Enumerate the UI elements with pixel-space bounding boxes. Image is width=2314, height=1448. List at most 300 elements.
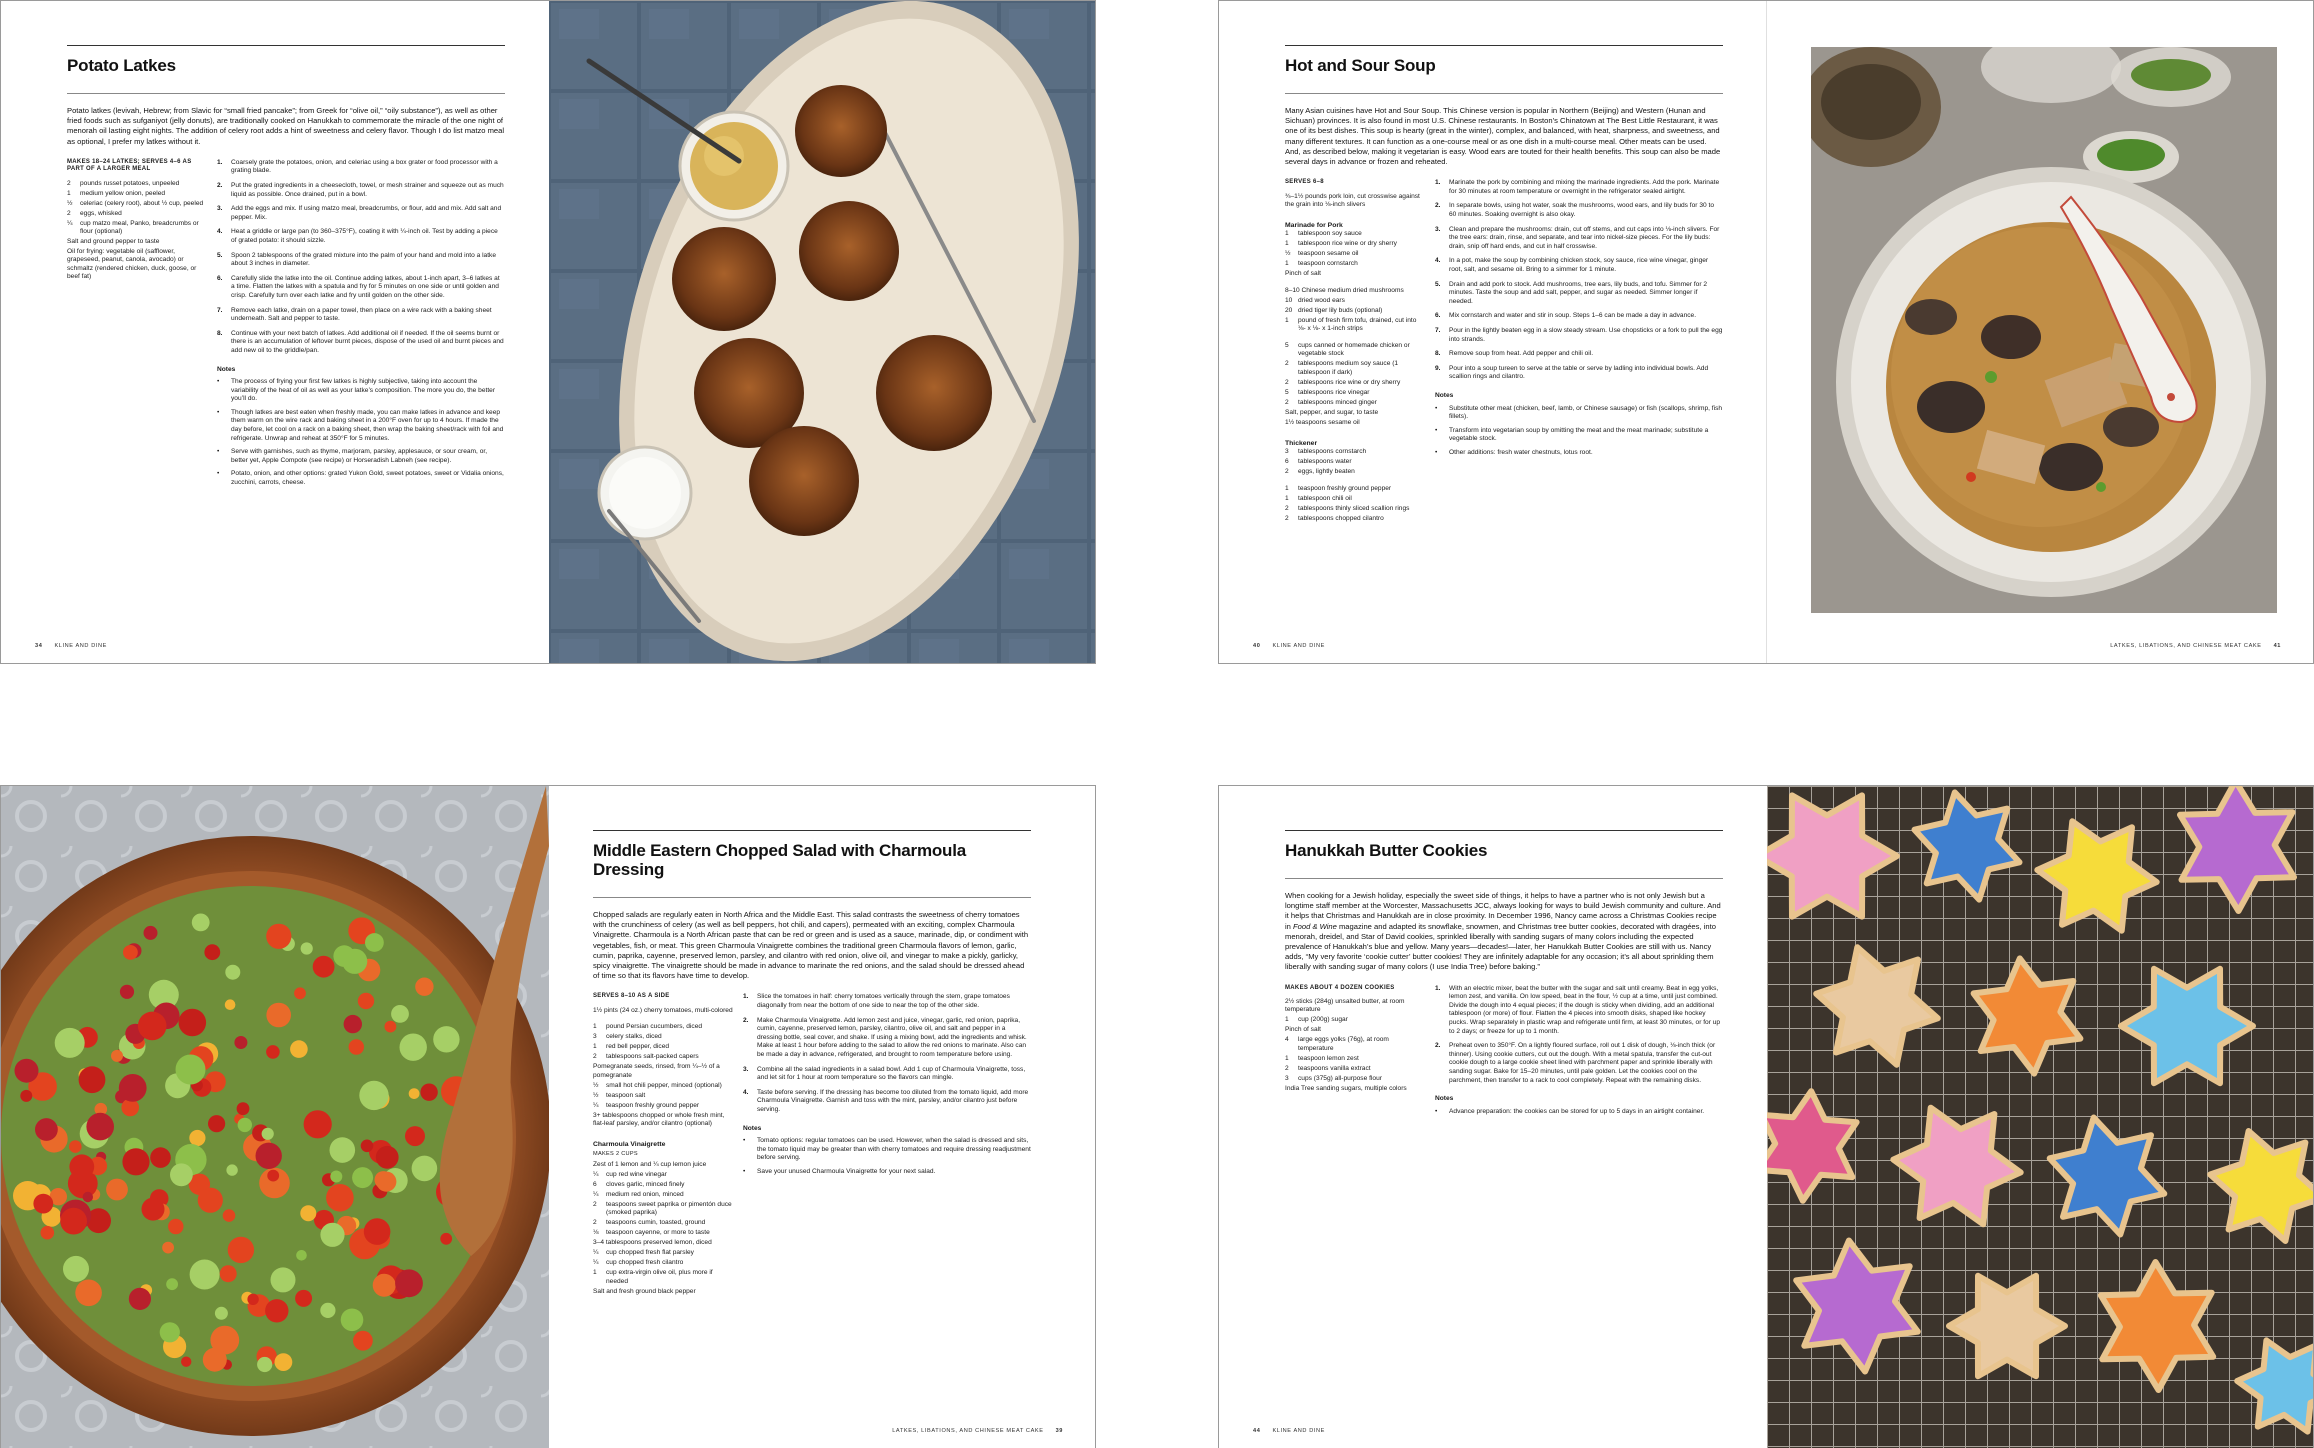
salad-piece (111, 1050, 123, 1062)
salad-piece (170, 1163, 193, 1186)
step-list (1435, 985, 1723, 1086)
step-number: 5. (1435, 280, 1441, 288)
direction-step (1435, 257, 1723, 274)
ingredient-text: medium red onion, minced (606, 1191, 684, 1199)
ingredient-quantity: ½ (1285, 250, 1291, 258)
salad-piece (75, 1280, 102, 1307)
ingredient-item (67, 210, 207, 218)
ingredient-text: tablespoon soy sauce (1298, 230, 1362, 238)
page-title: Potato Latkes (67, 56, 176, 75)
ingredient-item (1285, 287, 1425, 295)
ingredient-quantity: ¼ (67, 219, 73, 227)
note-text: Substitute other meat (chicken, beef, lamb, or Chinese sausage) or fish (scallops, shrimp, fish fillets). (1449, 404, 1723, 421)
ingredient-item (593, 1171, 733, 1179)
ingredient-item (593, 1229, 733, 1237)
ingredient-item (1285, 307, 1425, 315)
recipe-yield: MAKES ABOUT 4 DOZEN COOKIES (1285, 984, 1395, 991)
salad-piece (150, 1147, 171, 1168)
ingredient-item (593, 1219, 733, 1227)
ingredient-item (1285, 1055, 1425, 1063)
salad-piece (226, 1164, 237, 1175)
salad-piece (405, 1126, 425, 1146)
recipe-yield: SERVES 6–8 (1285, 179, 1324, 186)
bullet-icon: • (1435, 404, 1438, 412)
salad-piece (69, 1154, 94, 1179)
step-number: 9. (1435, 364, 1441, 372)
salad-piece (412, 1156, 438, 1182)
page-footer (1253, 1428, 1325, 1434)
salad-piece (433, 1026, 459, 1052)
page-cookies-recipe (1219, 786, 1767, 1448)
ingredient-item (1285, 1085, 1425, 1093)
ingredient-quantity: 1 (67, 189, 71, 197)
ingredient-item (593, 1239, 733, 1247)
ingredient-quantity: 1 (1285, 260, 1289, 268)
ingredient-text: teaspoons vanilla extract (1298, 1064, 1371, 1072)
ingredient-text: pound Persian cucumbers, diced (606, 1023, 703, 1031)
ingredient-text: 1½ teaspoons sesame oil (1285, 418, 1360, 426)
bullet-icon: • (1435, 448, 1438, 456)
notes-list (217, 378, 505, 488)
ingredient-text: teaspoons sweet paprika or pimentón duce (smoked paprika) (606, 1201, 732, 1217)
ingredient-spacer (1285, 478, 1425, 483)
ingredient-item (1285, 270, 1425, 278)
spread-hot-and-sour-soup (1218, 0, 2314, 664)
salad-piece (257, 1357, 272, 1372)
page-title: Hanukkah Butter Cookies (1285, 841, 1488, 860)
salad-piece (267, 1170, 279, 1182)
direction-step (217, 159, 505, 176)
ingredient-item (593, 1043, 733, 1051)
cookies-illustration (1767, 786, 2314, 1448)
ingredient-text: cup chopped fresh cilantro (606, 1259, 684, 1267)
page-number: 39 (1055, 1428, 1063, 1434)
ingredient-quantity: 2 (67, 179, 71, 187)
step-text: Remove each latke, drain on a paper towel, then place on a wire rack with a baking sheet underneath. Salt and pepper to taste. (231, 306, 492, 323)
salad-piece (266, 1045, 280, 1059)
ingredient-text: teaspoon lemon zest (1298, 1054, 1359, 1062)
salad-piece (60, 1208, 87, 1235)
ingredient-text: red bell pepper, diced (606, 1043, 670, 1051)
ingredient-text: celery stalks, diced (606, 1033, 662, 1041)
ingredient-item (593, 1053, 733, 1061)
ingredient-text: teaspoon salt (606, 1091, 646, 1099)
notes-heading: Notes (217, 365, 236, 373)
directions-column (743, 993, 1031, 1297)
ingredients-column (67, 159, 217, 493)
salad-piece (294, 987, 306, 999)
step-number: 4. (1435, 257, 1441, 265)
recipe-columns (1285, 985, 1723, 1122)
step-number: 7. (217, 306, 223, 314)
latkes-photo (549, 1, 1096, 663)
ingredient-quantity: 1 (1285, 230, 1289, 238)
page-footer (892, 1428, 1063, 1434)
salad-piece (353, 1331, 373, 1351)
ingredient-text: teaspoons cumin, toasted, ground (606, 1219, 706, 1227)
direction-step (1435, 179, 1723, 196)
salad-piece (69, 1140, 82, 1153)
step-number: 6. (217, 274, 223, 282)
page-number: 44 (1253, 1428, 1261, 1434)
notes-list (1435, 405, 1723, 458)
salad-piece (138, 1012, 167, 1041)
ingredient-item (1285, 409, 1425, 417)
salad-piece (409, 1088, 420, 1099)
salad-piece (86, 1113, 114, 1141)
salad-piece (228, 1237, 254, 1263)
ingredient-text: 2½ sticks (284g) unsalted butter, at room temperature (1285, 998, 1405, 1014)
ingredient-subyield: MAKES 2 CUPS (593, 1150, 638, 1157)
salad-piece (271, 1267, 296, 1292)
recipe-columns (1285, 179, 1723, 525)
page-number: 34 (35, 643, 43, 649)
step-number: 1. (743, 993, 749, 1001)
step-text: Taste before serving. If the dressing has become too diluted from the tomato liquid, add more Charmoula Vinaigrette. Garnish and toss with the mint, parsley, and/or cilantro just before serving. (757, 1088, 1029, 1113)
step-text: Marinate the pork by combining and mixing the marinade ingredients. Add the pork. Marinate for 30 minutes at room temperature or overnight in the refrigerator sealed airtight. (1449, 179, 1720, 195)
ingredient-subheading: Marinade for Pork (1285, 222, 1343, 230)
intro-text-2: magazine and adapted its snowflake, snowmen, and Christmas tree butter cookies, decorated with dragées, into menorah, dreidel, and Star of David cookies, sprinkled liberally with sanding sugars of many colors including the expected prevalence of Hanukkah’s blue and yellow. Many years—decades!—later, her Hanukkah Butter Cookies are still with us. Nancy adds, “My very favorite ‘cookie cutter’ butter cookies! They are infinitely adaptable for any occasion; it’s all about sprinkling them liberally with sanding sugar of many colors (I use India Tree) before baking.” (1285, 921, 1716, 972)
ingredient-spacer (1285, 280, 1425, 285)
ingredient-item (593, 1161, 733, 1169)
page-latkes-recipe (1, 1, 549, 663)
salad-piece (373, 1274, 396, 1297)
ingredient-item (1285, 250, 1425, 258)
recipe-columns (67, 159, 505, 493)
ingredient-item (67, 200, 207, 208)
ingredient-text: 1½ pints (24 oz.) cherry tomatoes, multi-colored (593, 1006, 733, 1014)
direction-step (217, 182, 505, 199)
ingredient-text: teaspoon freshly ground pepper (606, 1101, 700, 1109)
salad-piece (166, 1278, 178, 1290)
salad-piece (190, 1260, 220, 1290)
ingredient-item (1285, 468, 1425, 476)
ingredient-item (593, 1082, 733, 1090)
note-text: Tomato options: regular tomatoes can be used. However, when the salad is dressed and sits, the tomato liquid may be greater than with cherry tomatoes and require dressing readjustment before serving. (757, 1137, 1031, 1162)
salad-piece (15, 1059, 39, 1083)
ingredients-column (1285, 179, 1435, 525)
direction-step (217, 252, 505, 269)
intro-text-1: When cooking for a Jewish holiday, especially the sweet side of things, it helps to have a partner who is not only Jewish but a longtime staff member at the Worcester, Massachusetts JCC, always looking for ways to build Jewish community and culture. And it helps that Christmas and Hanukkah are in close proximity. In December 1996, Nancy came across a Christmas Cookies recipe in (1285, 891, 1721, 931)
ingredient-quantity: 5 (1285, 342, 1289, 350)
salad-piece (79, 1066, 106, 1093)
note-item (743, 1168, 1031, 1177)
salad-piece (129, 1288, 151, 1310)
notes-list (1435, 1108, 1723, 1117)
ingredient-item (67, 220, 207, 237)
salad-piece (247, 1294, 258, 1305)
ingredient-list (593, 1007, 733, 1296)
ingredient-text: teaspoon cayenne, or more to taste (606, 1229, 710, 1237)
step-text: Put the grated ingredients in a cheesecloth, towel, or mesh strainer and squeeze out as much liquid as possible. Once drained, put in a bowl. (231, 182, 504, 198)
step-text: Coarsely grate the potatoes, onion, and celeriac using a box grater or food processor with a grating blade. (231, 158, 498, 175)
ingredient-quantity: 2 (1285, 398, 1289, 406)
ingredient-subheading: Charmoula Vinaigrette (593, 1141, 666, 1149)
ingredient-item (1285, 360, 1425, 377)
salad-piece (33, 1194, 53, 1214)
direction-step (743, 1089, 1031, 1115)
step-text: Slice the tomatoes in half: cherry tomatoes vertically through the stem, grape tomatoes diagonally from near the bottom of one side to near the top of the other side. (757, 993, 1010, 1010)
ingredient-quantity: 2 (593, 1201, 597, 1209)
ingredient-quantity: 2 (593, 1219, 597, 1227)
salad-piece (215, 1307, 228, 1320)
spread-chopped-salad (0, 785, 1096, 1448)
running-footer: KLINE AND DINE (1272, 643, 1325, 649)
ingredient-text: tablespoon rice wine or dry sherry (1298, 240, 1397, 248)
ingredient-text: tablespoons thinly sliced scallion rings (1298, 504, 1410, 512)
ingredient-item (1285, 1065, 1425, 1073)
recipe-intro: Chopped salads are regularly eaten in North Africa and the Middle East. This salad contrasts the sweetness of cherry tomatoes with the crunchiness of celery (as well as bell peppers, hot chili, and capers), permeated with an exciting, complex Charmoula Vinaigrette. Charmoula is a North African paste that can be red or green and is used as a sauce, marinade, dip, or condiment with vegetables, fish, or meat. This green Charmoula Vinaigrette combines the traditional green Charmoula flavors of lemon, garlic, cumin, paprika, cayenne, preserved lemon, parsley, and cilantro with red onion, olive oil, and vinegar to make a pickly, garlicky, spicy vinaigrette. The vinaigrette should be made in advance to marinate the red onions, and the salad should be dressed ahead of time so that its flavors have time to develop. (593, 910, 1029, 981)
step-text: Make Charmoula Vinaigrette. Add lemon zest and juice, vinegar, garlic, red onion, paprika, cumin, cayenne, preserved lemon, parsley, cilantro, olive oil, and salt and pepper in a dressing bottle, seal cover, and shake. If using a mixing bowl, add the ingredients and whisk. Make at least 1 hour before adding to the salad to allow the red onions to marinate. Also can be made a day in advance, refrigerated, and brought to room temperature before using. (757, 1016, 1027, 1058)
page-title: Hot and Sour Soup (1285, 56, 1436, 75)
ingredient-item (67, 190, 207, 198)
direction-step (217, 275, 505, 301)
note-item (1435, 449, 1723, 458)
salad-piece (320, 1223, 344, 1247)
salad-piece (225, 965, 240, 980)
step-text: Remove soup from heat. Add pepper and chili oil. (1449, 350, 1594, 358)
ingredient-item (67, 248, 207, 282)
ingredient-text: Salt and ground pepper to taste (67, 238, 160, 246)
salad-piece (55, 1028, 85, 1058)
ingredient-item (1285, 260, 1425, 268)
step-number: 1. (1435, 179, 1441, 187)
ingredient-text: pound of fresh firm tofu, drained, cut into ⅛- x ⅛- x 1-inch strips (1298, 317, 1417, 333)
ingredient-quantity: ¼ (593, 1259, 599, 1267)
step-text: Spoon 2 tablespoons of the grated mixture into the palm of your hand and mold into a latke about 3 inches in diameter. (231, 251, 497, 268)
direction-step (1435, 281, 1723, 307)
ingredient-quantity: 10 (1285, 297, 1293, 305)
salad-piece (440, 1233, 452, 1245)
salad-piece (162, 1242, 174, 1254)
salad-illustration (1, 786, 549, 1448)
salad-piece (160, 1322, 180, 1342)
ingredient-quantity: 2 (1285, 360, 1289, 368)
ingredient-quantity: 1 (593, 1269, 597, 1277)
notes-heading: Notes (1435, 1095, 1454, 1103)
cookies-photo (1767, 786, 2314, 1448)
salad-piece (296, 1250, 307, 1261)
note-text: Advance preparation: the cookies can be stored for up to 5 days in an airtight container. (1449, 1107, 1705, 1115)
salad-piece (168, 1219, 183, 1234)
direction-step (1435, 312, 1723, 321)
ingredient-quantity: 20 (1285, 307, 1293, 315)
bullet-icon: • (743, 1167, 746, 1175)
ingredient-text: dried tiger lily buds (optional) (1298, 307, 1383, 315)
ingredient-quantity: ½ (593, 1081, 599, 1089)
salad-piece (400, 1034, 427, 1061)
ingredient-quantity: 2 (1285, 378, 1289, 386)
ingredient-text: tablespoons chopped cilantro (1298, 514, 1384, 522)
salad-piece (290, 1040, 308, 1058)
step-number: 2. (217, 182, 223, 189)
salad-piece (238, 1118, 252, 1132)
directions-column (1435, 985, 1723, 1122)
ingredient-text: teaspoon sesame oil (1298, 250, 1359, 258)
ingredient-text: tablespoons water (1298, 458, 1352, 466)
bullet-icon: • (217, 448, 220, 456)
title-rule-bottom (593, 897, 1031, 898)
salad-piece (181, 1357, 191, 1367)
ingredient-quantity: 3 (593, 1033, 597, 1041)
ingredient-text: Pomegranate seeds, rinsed, from ¼–½ of a pomegranate (593, 1063, 720, 1079)
step-number: 1. (1435, 984, 1441, 992)
recipe-yield: MAKES 18–24 LATKES; SERVES 4–6 AS PART OF A LARGER MEAL (67, 158, 192, 173)
bullet-icon: • (1435, 426, 1438, 434)
note-item (217, 378, 505, 404)
step-number: 7. (1435, 326, 1441, 334)
step-number: 4. (743, 1088, 749, 1096)
ingredient-item (1285, 998, 1425, 1015)
recipe-columns (593, 993, 1031, 1297)
salad-piece (262, 1128, 274, 1140)
direction-step (1435, 327, 1723, 344)
ingredient-text: large eggs yolks (76g), at room temperature (1298, 1036, 1389, 1052)
direction-step (1435, 350, 1723, 359)
ingredient-text: tablespoon chili oil (1298, 494, 1352, 502)
ingredient-text: eggs, whisked (80, 209, 122, 217)
page-title: Middle Eastern Chopped Salad with Charmoula Dressing (593, 841, 967, 879)
running-footer: KLINE AND DINE (54, 643, 107, 649)
salad-piece (20, 1090, 32, 1102)
ingredient-quantity: 2 (1285, 468, 1289, 476)
ingredient-item (593, 1033, 733, 1041)
ingredients-column (1285, 985, 1435, 1122)
ingredient-text: Pinch of salt (1285, 270, 1321, 278)
salad-piece (266, 1003, 291, 1028)
title-rule-bottom (67, 93, 505, 94)
step-number: 4. (217, 228, 223, 236)
salad-piece (266, 924, 291, 949)
page-footer-left (1253, 643, 1325, 649)
ingredient-item (593, 1201, 733, 1218)
ingredient-item (593, 1063, 733, 1080)
note-text: Potato, onion, and other options: grated Yukon Gold, sweet potatoes, sweet or Vidalia onions, zucchini, carrots, cheese. (231, 470, 504, 487)
ingredient-quantity: 2 (1285, 1064, 1289, 1072)
salad-piece (352, 1167, 373, 1188)
ingredient-quantity: ¼ (593, 1171, 599, 1179)
ingredient-quantity: 6 (593, 1181, 597, 1189)
ingredient-text: medium yellow onion, peeled (80, 189, 166, 197)
salad-piece (415, 978, 433, 996)
ingredient-quantity: ¼ (593, 1191, 599, 1199)
spread-hanukkah-cookies (1218, 785, 2314, 1448)
ingredient-quantity: 1 (593, 1023, 597, 1031)
direction-step (217, 228, 505, 245)
step-number: 8. (217, 329, 223, 337)
running-footer: KLINE AND DINE (1272, 1428, 1325, 1434)
step-text: Mix cornstarch and water and stir in soup. Steps 1–6 can be made a day in advance. (1449, 312, 1697, 320)
ingredient-text: dried wood ears (1298, 297, 1345, 305)
salad-piece (237, 1102, 250, 1115)
notes-list (743, 1137, 1031, 1176)
ingredient-item (1285, 317, 1425, 334)
salad-piece (358, 993, 374, 1009)
step-text: Heat a griddle or large pan (to 360–375°F), coating it with ¼-inch oil. Test by adding a piece of grated potato: it should sizzle. (231, 228, 498, 244)
ingredient-item (1285, 1075, 1425, 1083)
step-number: 3. (743, 1065, 749, 1073)
intro-magazine: Food & Wine (1293, 921, 1337, 931)
ingredient-item (1285, 505, 1425, 513)
ingredient-item (1285, 389, 1425, 397)
salad-piece (304, 1110, 332, 1138)
direction-step (217, 205, 505, 222)
ingredient-item (593, 1259, 733, 1267)
note-item (217, 470, 505, 487)
direction-step (743, 1066, 1031, 1083)
salad-piece (295, 1290, 312, 1307)
ingredient-text: cup (200g) sugar (1298, 1016, 1348, 1024)
ingredient-item (593, 1269, 733, 1286)
ingredient-text: eggs, lightly beaten (1298, 468, 1355, 476)
ingredient-spacer (1285, 335, 1425, 340)
salad-piece (63, 1256, 89, 1282)
ingredient-text: cup extra-virgin olive oil, plus more if needed (606, 1269, 713, 1285)
title-rule (1285, 830, 1723, 831)
salad-piece (376, 1146, 399, 1169)
ingredient-text: Zest of 1 lemon and ¼ cup lemon juice (593, 1161, 707, 1169)
title-rule (593, 830, 1031, 831)
salad-piece (342, 949, 367, 974)
salad-piece (198, 1188, 223, 1213)
ingredient-item (1285, 448, 1425, 456)
step-number: 2. (1435, 202, 1441, 210)
ingredient-text: pounds russet potatoes, unpeeled (80, 179, 180, 187)
salad-piece (220, 1265, 237, 1282)
salad-piece (391, 1005, 409, 1023)
ingredient-text: Pinch of salt (1285, 1026, 1321, 1034)
ingredient-subheading: Thickener (1285, 439, 1318, 447)
ingredient-text: cup matzo meal, Panko, breadcrumbs or flour (optional) (80, 219, 199, 236)
salad-piece (256, 1143, 282, 1169)
page-number: 41 (2273, 643, 2281, 649)
direction-step (743, 1017, 1031, 1060)
salad-piece (330, 1171, 342, 1183)
ingredient-text: cup chopped fresh flat parsley (606, 1249, 694, 1257)
ingredient-quantity: 1 (1285, 484, 1289, 492)
direction-step (1435, 202, 1723, 219)
salad-piece (361, 1140, 374, 1153)
step-number: 6. (1435, 312, 1441, 320)
bullet-icon: • (1435, 1107, 1438, 1115)
ingredient-quantity: 3 (1285, 448, 1289, 456)
step-number: 2. (1435, 1042, 1441, 1050)
recipe-yield: SERVES 8–10 AS A SIDE (593, 993, 670, 1000)
ingredient-quantity: 1 (1285, 240, 1289, 248)
step-text: With an electric mixer, beat the butter with the sugar and salt until creamy. Beat in egg yolks, lemon zest, and vanilla. On low speed, beat in the flour, ½ cup at a time, until just combined. Divide the dough into 4 equal pieces; if the dough is sticky when dividing, add an additional tablespoon (or more) of flour. Flatten the 4 pieces into smooth disks, shaped like hockey pucks. Wrap separately in plastic wrap and refrigerate until firm, at least 30 minutes, or for up to 2 days; or freeze for up to 1 month. (1449, 984, 1721, 1035)
step-text: In a pot, make the soup by combining chicken stock, soy sauce, rice wine vinegar, ginger root, salt, and sesame oil. Bring to a simmer for 1 minute. (1449, 257, 1709, 273)
ingredient-item (1285, 419, 1425, 427)
ingredient-item (593, 1092, 733, 1100)
page-footer (35, 643, 107, 649)
ingredient-item (593, 1023, 733, 1031)
ingredient-quantity: 1 (1285, 317, 1289, 325)
step-list (743, 993, 1031, 1114)
ingredient-text: cup red wine vinegar (606, 1171, 667, 1179)
salad-piece (189, 1130, 205, 1146)
step-text: Clean and prepare the mushrooms: drain, cut off stems, and cut caps into ⅛-inch slivers. For the tree ears: drain, rinse, and separate, and tear into nickel-size pieces. For the lily buds: drain, snip off hard ends, and cut in half crosswise. (1449, 225, 1720, 250)
ingredient-spacer (593, 1130, 733, 1135)
recipe-cookies (1285, 830, 1723, 1408)
ingredient-quantity: ½ (593, 1091, 599, 1099)
ingredient-item (1285, 458, 1425, 466)
step-text: Pour into a soup tureen to serve at the table or serve by ladling into individual bowls. Add scallion rings and cilantro. (1449, 364, 1709, 381)
note-text: The process of frying your first few latkes is highly subjective, taking into account the variability of the heat of oil as well as your latke’s composition. The more you do, the better you’ll do. (231, 378, 496, 403)
salad-piece (364, 1218, 391, 1245)
note-item (1435, 1108, 1723, 1117)
page-footer-right (2110, 643, 2281, 649)
step-list (217, 159, 505, 356)
